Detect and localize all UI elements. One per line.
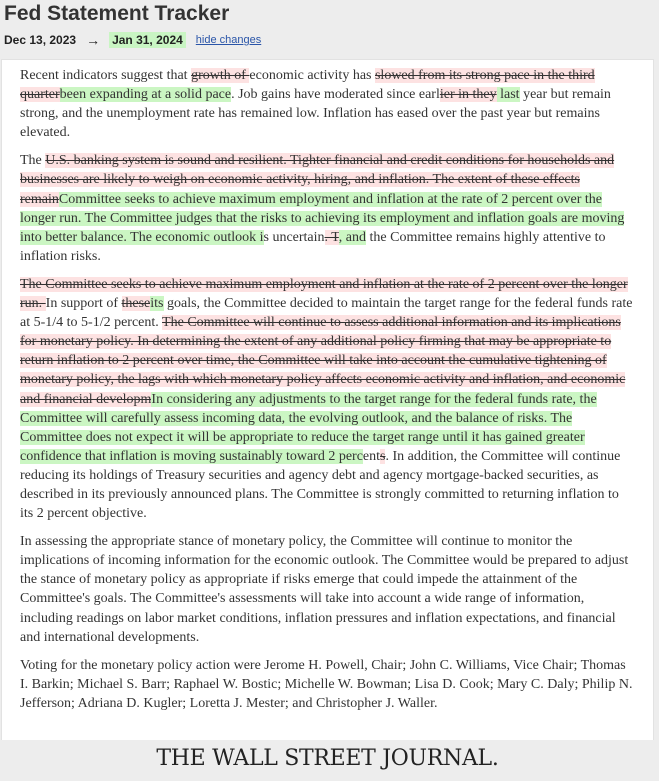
date-from: Dec 13, 2023 [4, 33, 77, 47]
date-comparison [4, 32, 261, 48]
deleted-text: U.S. banking system is sound and resilient. Tighter financial and credit conditions for households and businesses are likely to weigh on economic activity, hiring, and inflation. The extent of these effects remain [20, 153, 615, 207]
statement-paragraph [20, 656, 634, 713]
inserted-text: In considering any adjustments to the target range for the federal funds rate, the Committee will carefully assess incoming data, the evolving outlook, and the balance of risks. The Committee does not expect it will be appropriate to reduce the target range until it has gained greater confidence that inflation is moving sustainably toward 2 perc [20, 391, 597, 464]
statement-paragraph [20, 275, 634, 523]
unchanged-text: goals, the Committee decided to maintain the target range for the federal funds rate at 5-1/4 to 5-1/2 percent. [20, 296, 633, 331]
deleted-text: . T [324, 229, 339, 245]
statement-paragraph [20, 532, 634, 647]
date-to: Jan 31, 2024 [109, 32, 186, 48]
statement-paragraph [20, 151, 634, 266]
unchanged-text: In assessing the appropriate stance of monetary policy, the Committee will continue to monitor the implications of incoming information for the economic outlook. The Committee would be prepared to adjust the stance of monetary policy as appropriate if risks emerge that could impede the attainment of the Committee's goals. The Committee's assessments will take into account a wide range of information, including readings on labor market conditions, inflation pressures and inflation expectations, and financial and international developments. [20, 534, 629, 645]
statement-text [20, 66, 634, 722]
unchanged-text: . In addition, the Committee will continue reducing its holdings of Treasury securities and agency debt and agency mortgage-backed securities, as described in its previously announced plans. The Committee is strongly committed to returning inflation to its 2 percent objective. [20, 448, 621, 522]
deleted-text: growth of [191, 68, 250, 83]
unchanged-text: ent [362, 448, 381, 464]
inserted-text: last [496, 87, 520, 103]
deleted-text: The Committee seeks to achieve maximum employment and inflation at the rate of 2 percent over the longer run. [20, 276, 628, 312]
arrow-right-icon: → [86, 32, 101, 48]
unchanged-text: In support of [45, 296, 122, 312]
wsj-logo: THE WALL STREET JOURNAL. [156, 746, 499, 771]
inserted-text: been expanding at a solid pace [59, 87, 232, 103]
unchanged-text: s uncertain [263, 229, 325, 245]
unchanged-text: the Committee remains highly attentive to inflation risks. [20, 229, 606, 264]
deleted-text: s [380, 448, 386, 464]
unchanged-text: The [20, 153, 46, 169]
deleted-text: slowed from its strong pace in the third quarter [20, 68, 595, 103]
statement-panel[interactable] [2, 60, 653, 740]
hide-changes-link[interactable]: hide changes [195, 34, 262, 46]
statement-paragraph [20, 66, 634, 142]
tracker-header [0, 0, 659, 58]
deleted-text: these [121, 296, 151, 312]
page-title: Fed Statement Tracker [4, 2, 230, 25]
scroll-fade [2, 726, 653, 740]
unchanged-text: economic activity has [249, 68, 375, 83]
deleted-text: The Committee will continue to assess additional information and its implications for monetary policy. In determining the extent of any additional policy firming that may be appropriate to return inflation to 2 percent over time, the Committee will take into account the cumulative tightening of monetary policy, the lags with which monetary policy affects economic activity and inflation, and economic and financial developm [20, 315, 626, 407]
unchanged-text: Recent indicators suggest that [20, 68, 192, 83]
deleted-text: ier in they [439, 87, 497, 103]
footer [0, 740, 659, 781]
unchanged-text: . Job gains have moderated since earl [231, 87, 440, 103]
unchanged-text: Voting for the monetary policy action were Jerome H. Powell, Chair; John C. Williams, Vice Chair; Thomas I. Barkin; Michael S. Barr; Raphael W. Bostic; Michelle W. Bowman; Lisa D. Cook; Mary C. Daly; Philip N. Jefferson; Adriana D. Kugler; Loretta J. Mester; and Christopher J. Waller. [20, 657, 633, 711]
inserted-text: Committee seeks to achieve maximum employment and inflation at the rate of 2 percent over the longer run. The Committee judges that the risks to achieving its employment and inflation goals are moving into better balance. The economic outlook i [20, 191, 625, 245]
inserted-text: its [150, 296, 164, 312]
unchanged-text: year but remain strong, and the unemployment rate has remained low. Inflation has eased over the past year but remains elevated. [20, 87, 611, 141]
inserted-text: , and [338, 229, 367, 245]
